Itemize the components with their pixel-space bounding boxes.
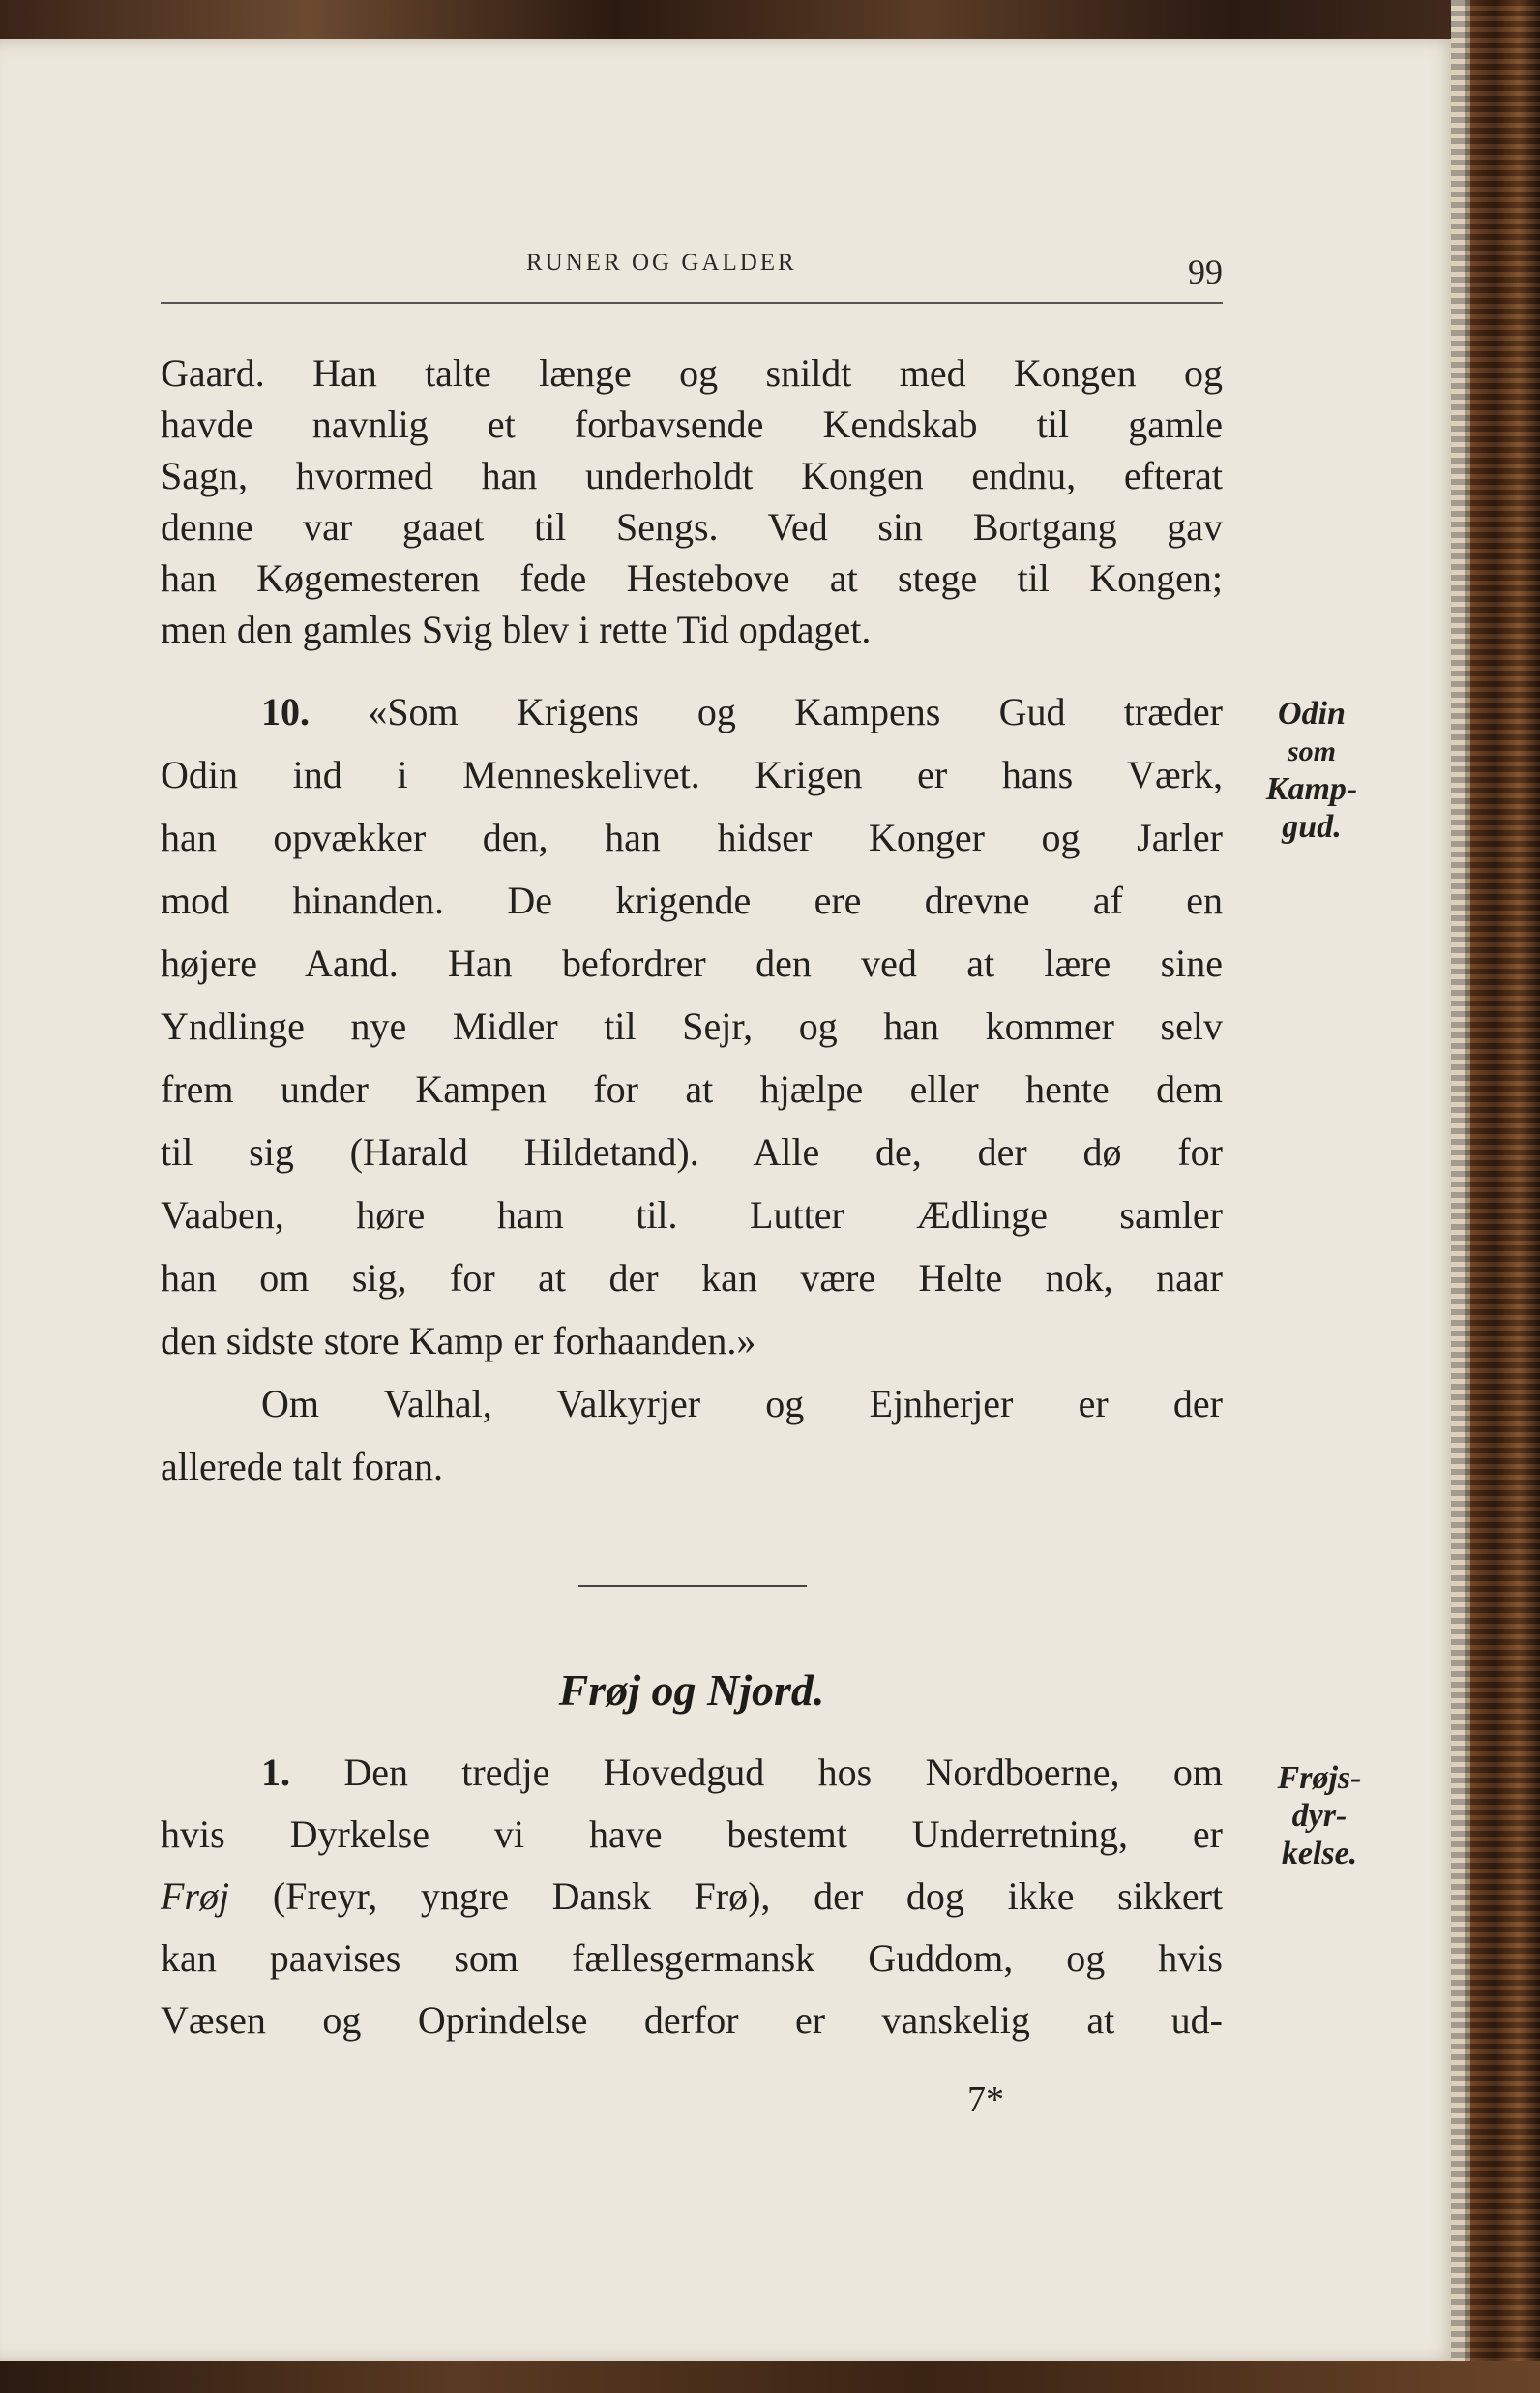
paragraph2-line: Yndlinge nye Midler til Sejr, og han kommer selv: [161, 1004, 1223, 1048]
paragraph3-line: Om Valhal, Valkyrjer og Ejnherjer er der: [261, 1382, 1223, 1425]
paragraph1-line: han Køgemesteren fede Hestebove at stege til Kongen;: [161, 556, 1223, 600]
paragraph1-line: Gaard. Han talte længe og snildt med Kongen og: [161, 351, 1223, 395]
margin-note-line: som: [1287, 735, 1336, 767]
signature-mark: 7*: [967, 2079, 1004, 2120]
paragraph2-first-line: [161, 689, 1223, 734]
margin-note-line: Frøjs-: [1277, 1760, 1362, 1796]
paragraph-number: 1.: [261, 1750, 290, 1794]
paragraph2-line: han opvækker den, han hidser Konger og Jarler: [161, 816, 1223, 859]
paragraph4-line: (Freyr, yngre Dansk Frø), der dog ikke sikkert: [272, 1874, 1224, 1918]
section-divider: [578, 1585, 807, 1587]
margin-note-frojsdyrkelse: [1256, 1759, 1383, 1872]
paragraph4-line: Væsen og Oprindelse derfor er vanskelig at ud-: [161, 1998, 1223, 2042]
section-heading: Frøj og Njord.: [558, 1665, 825, 1715]
margin-note-line: dyr-: [1291, 1798, 1348, 1834]
paragraph2-line: den sidste store Kamp er forhaanden.»: [161, 1319, 756, 1362]
paragraph2-line: mod hinanden. De krigende ere drevne af en: [161, 879, 1223, 922]
paragraph2-line: højere Aand. Han befordrer den ved at lære sine: [161, 942, 1223, 985]
book-bottom-edge: [0, 2361, 1540, 2393]
paragraph1-line: havde navnlig et forbavsende Kendskab til gamle: [161, 403, 1223, 446]
margin-note-line: Odin: [1278, 696, 1346, 732]
paragraph2-line: «Som Krigens og Kampens Gud træder: [368, 690, 1223, 733]
paragraph2-line: Odin ind i Menneskelivet. Krigen er hans Værk,: [161, 753, 1223, 796]
paragraph3-line: allerede talt foran.: [161, 1445, 444, 1488]
paragraph4-line: kan paavises som fællesgermansk Guddom, og hvis: [161, 1936, 1223, 1980]
running-head: [161, 250, 1223, 308]
italic-name: Frøj: [161, 1874, 230, 1918]
paragraph1-line: men den gamles Svig blev i rette Tid opdaget.: [161, 608, 872, 651]
paragraph4-line: hvis Dyrkelse vi have bestemt Underretning, er: [161, 1812, 1223, 1856]
paragraph4-line-with-italic: [161, 1873, 1223, 1919]
paragraph4-line: Den tredje Hovedgud hos Nordboerne, om: [343, 1750, 1223, 1794]
paragraph2-line: han om sig, for at der kan være Helte nok, naar: [161, 1256, 1223, 1300]
page-number: 99: [1188, 253, 1223, 291]
running-head-title: RUNER OG GALDER: [526, 250, 797, 276]
paragraph-number: 10.: [261, 690, 310, 733]
margin-note-odin: [1254, 695, 1370, 846]
paragraph2-line: Vaaben, høre ham til. Lutter Ædlinge samler: [161, 1193, 1223, 1237]
paragraph2-line: frem under Kampen for at hjælpe eller hente dem: [161, 1067, 1223, 1111]
book-spine: [1451, 0, 1540, 2393]
paragraph1-line: denne var gaaet til Sengs. Ved sin Bortgang gav: [161, 505, 1223, 549]
paragraph2-line: til sig (Harald Hildetand). Alle de, der dø for: [161, 1130, 1223, 1174]
header-rule: [161, 302, 1223, 304]
margin-note-line: gud.: [1282, 809, 1342, 845]
paragraph4-first-line: [161, 1750, 1223, 1795]
paragraph1-line: Sagn, hvormed han underholdt Kongen endnu, efterat: [161, 454, 1223, 497]
margin-note-line: Kamp-: [1265, 771, 1358, 807]
margin-note-line: kelse.: [1281, 1836, 1358, 1871]
